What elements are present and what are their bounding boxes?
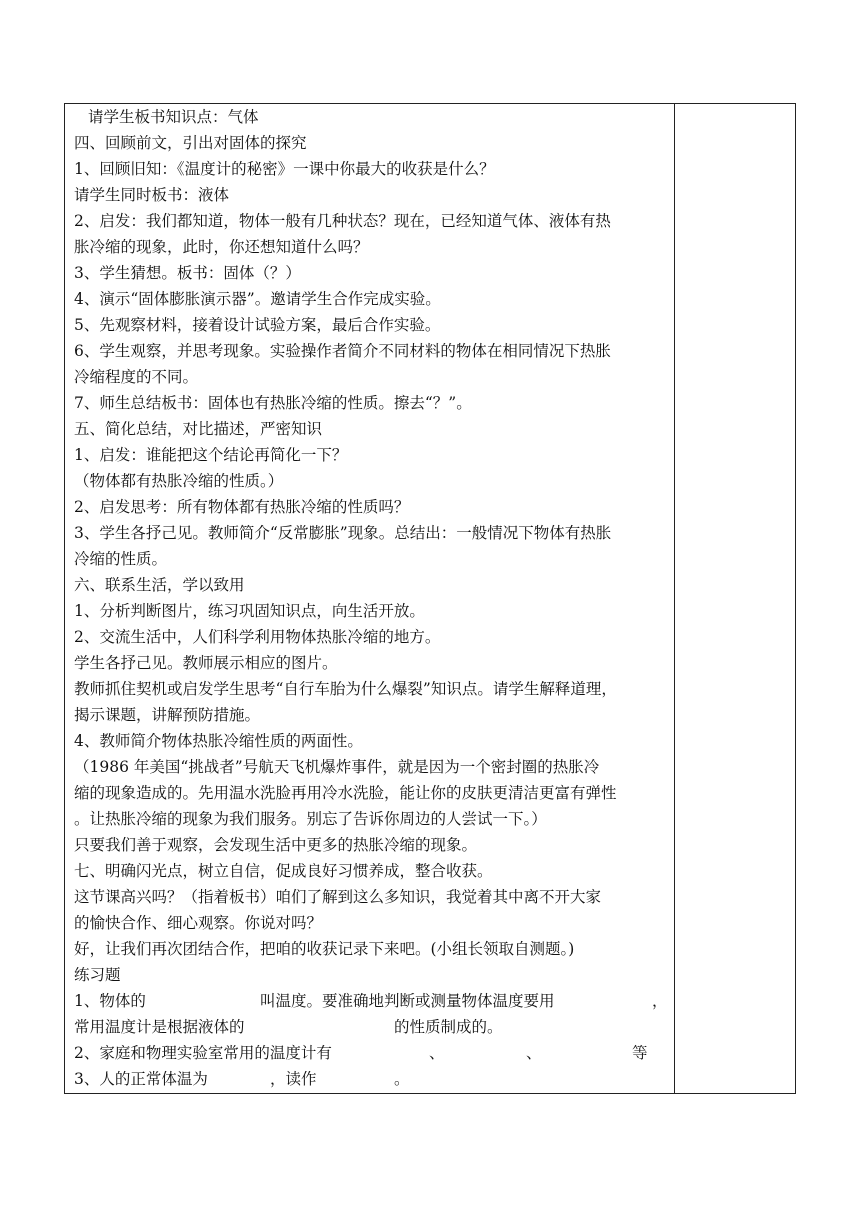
text-line: 学生各抒己见。教师展示相应的图片。 [74,654,338,672]
exercise-text: 3、人的正常体温为 [74,1070,208,1088]
text-line: 冷缩的性质。 [74,550,168,568]
exercise-text: 常用温度计是根据液体的 [74,1018,245,1036]
exercise-text: 、 [429,1044,445,1062]
exercise-text: 。 [394,1070,410,1088]
text-line: 冷缩程度的不同。 [74,368,199,386]
text-line: 好，让我们再次团结合作，把咱的收获记录下来吧。(小组长领取自测题。) [74,940,575,958]
text-line: 请学生板书知识点：气体 [88,108,259,126]
text-line: 1、回顾旧知：《温度计的秘密》一课中你最大的收获是什么？ [74,160,495,178]
text-line: 2、启发：我们都知道，物体一般有几种状态？现在，已经知道气体、液体有热 [74,212,611,230]
exercise-question-1-cont [74,1014,664,1040]
text-line: 3、学生各抒己见。教师简介“反常膨胀”现象。总结出：一般情况下物体有热胀 [74,524,612,542]
text-line: 6、学生观察，并思考现象。实验操作者简介不同材料的物体在相同情况下热胀 [74,342,611,360]
text-line: 揭示课题，讲解预防措施。 [74,706,261,724]
text-line: 胀冷缩的现象，此时，你还想知道什么吗？ [74,238,369,256]
text-line: 5、先观察材料，接着设计试验方案，最后合作实验。 [74,316,441,334]
column-divider [674,104,675,1093]
text-line: 。让热胀冷缩的现象为我们服务。别忘了告诉你周边的人尝试一下。） [74,810,547,828]
text-line: 只要我们善于观察，会发现生活中更多的热胀冷缩的现象。 [74,836,478,854]
exercise-question-3 [74,1066,664,1092]
exercise-text: 的性质制成的。 [394,1018,503,1036]
text-line: 4、教师简介物体热胀冷缩性质的两面性。 [74,732,363,750]
exercise-question-2 [74,1040,664,1066]
exercise-text: 、 [526,1044,542,1062]
text-line: 的愉快合作、细心观察。你说对吗？ [74,914,323,932]
exercise-text: ， [652,992,668,1010]
section-heading: 六、联系生活，学以致用 [74,576,245,594]
lesson-table [64,103,796,1094]
text-line: 这节课高兴吗？（指着板书）咱们了解到这么多知识，我觉着其中离不开大家 [74,888,602,906]
text-line: （物体都有热胀冷缩的性质。） [74,472,284,490]
section-heading: 七、明确闪光点，树立自信，促成良好习惯养成，整合收获。 [74,862,493,880]
text-line: 4、演示“固体膨胀演示器”。邀请学生合作完成实验。 [74,290,441,308]
exercise-heading: 练习题 [74,966,121,984]
exercise-text: ，读作 [270,1070,317,1088]
text-line: 教师抓住契机或启发学生思考“自行车胎为什么爆裂”知识点。请学生解释道理， [74,680,617,698]
text-line: （1986 年美国“挑战者”号航天飞机爆炸事件，就是因为一个密封圈的热胀冷 [74,758,600,776]
exercise-text: 1、物体的 [74,992,146,1010]
text-line: 7、师生总结板书：固体也有热胀冷缩的性质。擦去“？”。 [74,394,472,412]
text-line: 缩的现象造成的。先用温水洗脸再用冷水洗脸，能让你的皮肤更清洁更富有弹性 [74,784,617,802]
section-heading: 四、回顾前文，引出对固体的探究 [74,134,307,152]
section-heading: 五、简化总结，对比描述，严密知识 [74,420,323,438]
exercise-text: 2、家庭和物理实验室常用的温度计有 [74,1044,332,1062]
text-line: 1、分析判断图片，练习巩固知识点，向生活开放。 [74,602,425,620]
text-line: 1、启发：谁能把这个结论再简化一下？ [74,446,348,464]
exercise-question-1 [74,988,668,1014]
exercise-text: 叫温度。要准确地判断或测量物体温度要用 [260,992,555,1010]
text-line: 2、交流生活中，人们科学利用物体热胀冷缩的地方。 [74,628,441,646]
text-line: 2、启发思考：所有物体都有热胀冷缩的性质吗？ [74,498,410,516]
text-line: 3、学生猜想。板书：固体（？） [74,264,301,282]
exercise-text: 等 [632,1044,648,1062]
text-line: 请学生同时板书：液体 [74,186,230,204]
